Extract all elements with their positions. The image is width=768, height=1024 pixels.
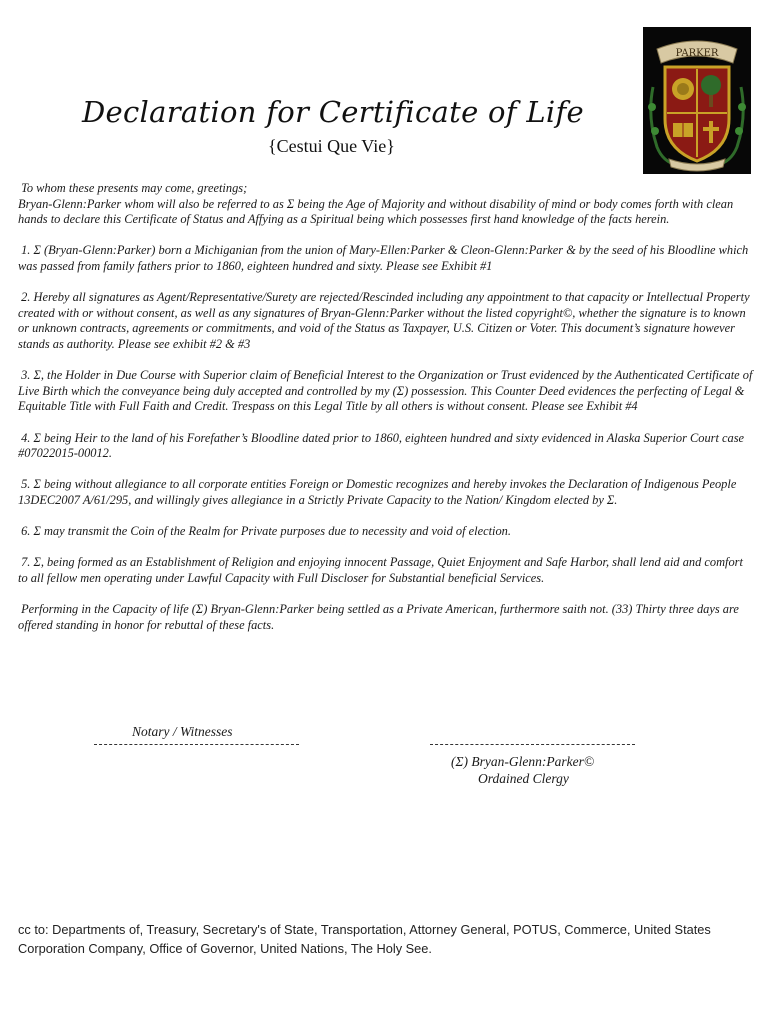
declaration-body xyxy=(18,181,753,649)
declaration-item-6: 6. Σ may transmit the Coin of the Realm for Private purposes due to necessity and void of election. xyxy=(21,524,511,539)
signer-name: (Σ) Bryan-Glenn:Parker© xyxy=(451,754,595,769)
declaration-item-7: 7. Σ, being formed as an Establishment of Religion and enjoying innocent Passage, Quiet Enjoyment and Safe Harbor, shall lend aid and comfort to all fellow men operating under Lawful Capacity with Full Discloser for Substantial beneficial Services. xyxy=(18,555,743,585)
notary-label: Notary / Witnesses xyxy=(132,724,233,739)
intro-paragraph: Bryan-Glenn:Parker whom will also be referred to as Σ being the Age of Majority and without disability of mind or body comes forth with clean hands to declare this Certificate of Status and Affying as a Spiritual being which possesses first hand knowledge of the facts herein. xyxy=(18,196,734,227)
cc-distribution-list: cc to: Departments of, Treasury, Secretary's of State, Transportation, Attorney General, POTUS, Commerce, United States Corporation Company, Office of Governor, United Nations, The Holy See. xyxy=(18,922,711,956)
declaration-item-3: 3. Σ, the Holder in Due Course with Superior claim of Beneficial Interest to the Organization or Trust evidenced by the Authenticated Certificate of Live Birth which the conveyance being duly accepted and controlled by my (Σ) possession. This Counter Deed evidences the perfecting of Legal & Equitable Title with Full Faith and Credit. Trespass on this Legal Title by all others is without consent. Please see Exhibit #4 xyxy=(18,368,753,414)
notary-signature-line xyxy=(94,744,299,745)
document-subtitle: {Cestui Que Vie} xyxy=(268,136,395,156)
crest-banner-text: PARKER xyxy=(675,48,719,59)
greeting-line: To whom these presents may come, greetings; xyxy=(21,181,248,195)
declaration-item-1: 1. Σ (Bryan-Glenn:Parker) born a Michiganian from the union of Mary-Ellen:Parker & Cleon-Glenn:Parker & by the seed of his Bloodline which was passed from family fathers prior to 1860, eighteen hundred and sixty. Please see Exhibit #1 xyxy=(18,243,749,273)
signer-signature-line xyxy=(430,744,635,745)
declaration-item-4: 4. Σ being Heir to the land of his Forefather’s Bloodline dated prior to 1860, eighteen hundred and sixty evidenced in Alaska Superior Court case #07022015-00012. xyxy=(18,430,745,461)
signer-title: Ordained Clergy xyxy=(478,771,569,786)
parker-crest-icon xyxy=(643,27,751,174)
declaration-item-2: 2. Hereby all signatures as Agent/Representative/Surety are rejected/Rescinded including any appointment to that capacity or Intellectual Property created with or without consent, as well as any signatures of Bryan-Glenn:Parker without the listed copyright©, whether the signature is to known or unknown contracts, agreements or commitments, and void of the Status as Taxpayer, U.S. Citizen or Voter. This document’s signature however stands as authority. Please see exhibit #2 & #3 xyxy=(18,290,750,351)
declaration-item-5: 5. Σ being without allegiance to all corporate entities Foreign or Domestic recognizes and hereby invokes the Declaration of Indigenous People 13DEC2007 A/61/295, and willingly gives allegiance in a Strictly Private Capacity to the Nation/ Kingdom elected by Σ. xyxy=(18,477,737,507)
closing-paragraph: Performing in the Capacity of life (Σ) Bryan-Glenn:Parker being settled as a Private American, furthermore saith not. (33) Thirty three days are offered standing in honor for rebuttal of these facts. xyxy=(18,602,739,632)
document-title: Declaration for Certificate of Life xyxy=(82,95,584,129)
greeting-and-intro xyxy=(18,181,753,228)
